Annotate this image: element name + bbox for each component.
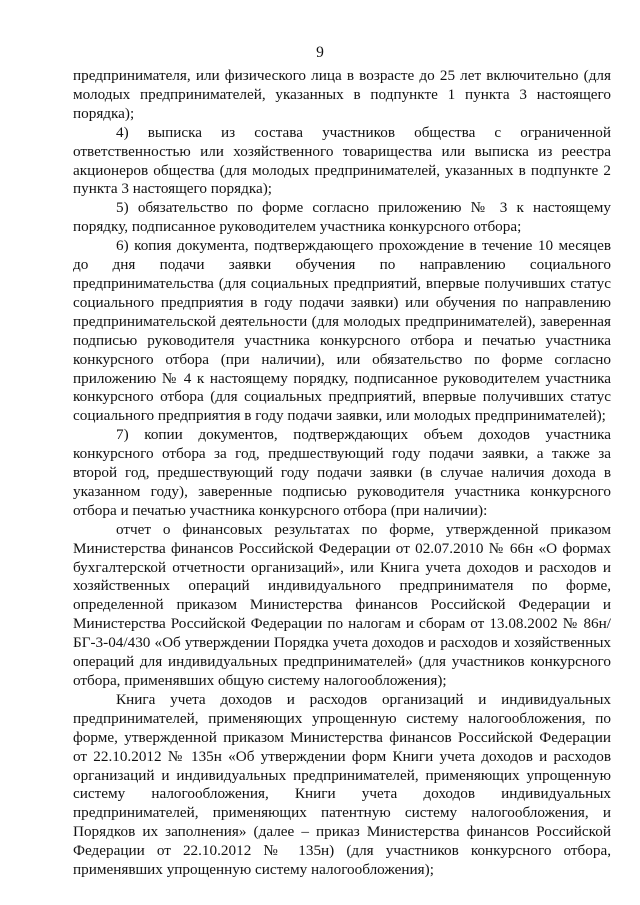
- paragraph-income-book: Книга учета доходов и расходов организаций и индивидуальных предпринимателей, применяющих упрощенную систему налогообложения, по форме, утвержденной приказом Министерства финансов Российской Федерации от 22.10.2012 № 135н «Об утверждении форм Книги учета доходов и расходов организаций и индивидуальных предпринимателей, применяющих упрощенную систему налогообложения, Книги учета доходов индивидуальных предпринимателей, применяющих патентную систему налогообложения, и Порядков их заполнения» (далее – приказ Министерства финансов Российской Федерации от 22.10.2012 № 135н) (для участников конкурсного отбора, применявших упрощенную систему налогообложения);: [73, 690, 611, 879]
- paragraph-continuation: предпринимателя, или физического лица в возрасте до 25 лет включительно (для молодых предпринимателей, указанных в подпункте 1 пункта 3 настоящего порядка);: [73, 67, 611, 122]
- document-body: [73, 67, 611, 880]
- paragraph-financial-report: отчет о финансовых результатах по форме, утвержденной приказом Министерства финансов Российской Федерации от 02.07.2010 № 66н «О формах бухгалтерской отчетности организаций», или Книга учета доходов и расходов и хозяйственных операций индивидуального предпринимателя по форме, определенной приказом Министерства финансов Российской Федерации и Министерства Российской Федерации по налогам и сборам от 13.08.2002 № 86н/БГ-3-04/430 «Об утверждении Порядка учета доходов и расходов и хозяйственных операций для индивидуальных предпринимателей» (для участников конкурсного отбора, применявших общую систему налогообложения);: [73, 520, 611, 689]
- page-number: 9: [316, 44, 324, 61]
- paragraph-item-4: 4) выписка из состава участников общества с ограниченной ответственностью или хозяйственного товарищества или выписка из реестра акционеров общества (для молодых предпринимателей, указанных в подпункте 2 пункта 3 настоящего порядка);: [73, 123, 611, 198]
- paragraph-item-6: 6) копия документа, подтверждающего прохождение в течение 10 месяцев до дня подачи заявки обучения по направлению социального предпринимательства (для социальных предприятий, впервые получивших статус социального предприятия в году подачи заявки) или обучения по направлению предпринимательской деятельности (для молодых предпринимателей), заверенная подписью руководителя участника конкурсного отбора и печатью участника конкурсного отбора (при наличии), или обязательство по форме согласно приложению № 4 к настоящему порядку, подписанное руководителем участника конкурсного отбора (для социальных предприятий, впервые получивших статус социального предприятия в году подачи заявки, или молодых предпринимателей);: [73, 237, 611, 425]
- paragraph-item-7: 7) копии документов, подтверждающих объем доходов участника конкурсного отбора за год, предшествующий году подачи заявки, а также за второй год, предшествующий году подачи заявки (в случае наличия дохода в указанном году), заверенные подписью руководителя участника конкурсного отбора и печатью участника конкурсного отбора (при наличии):: [73, 426, 611, 519]
- paragraph-item-5: 5) обязательство по форме согласно приложению № 3 к настоящему порядку, подписанное руководителем участника конкурсного отбора;: [73, 199, 611, 236]
